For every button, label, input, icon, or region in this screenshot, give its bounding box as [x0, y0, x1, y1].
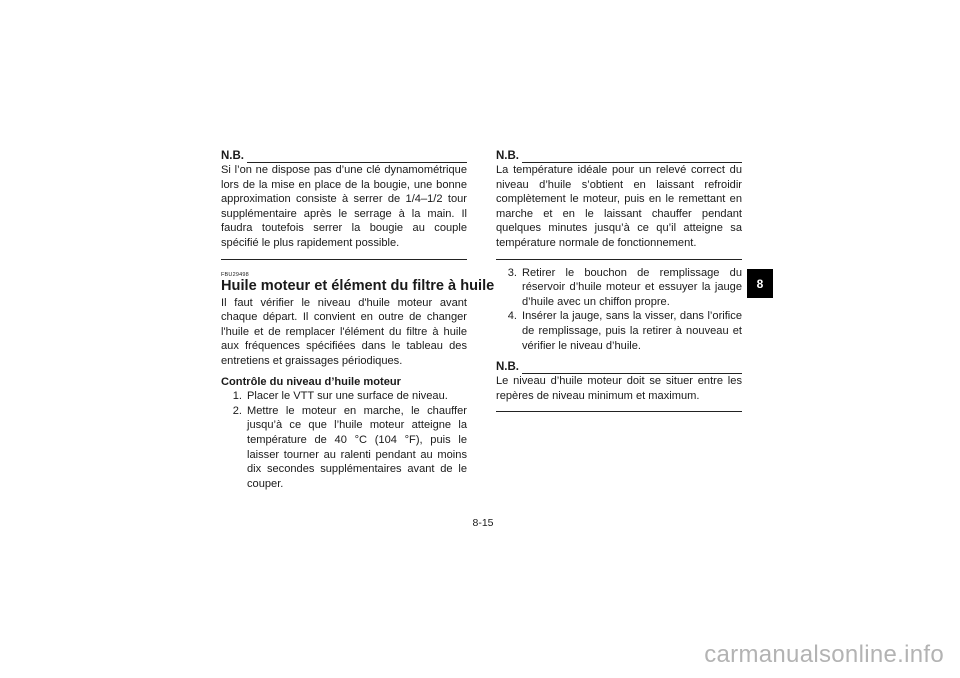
step-number: 3. — [507, 266, 517, 279]
note-temperature — [496, 150, 742, 260]
step-number: 1. — [232, 390, 242, 403]
note-rule — [247, 153, 467, 163]
step-text: Insérer la jauge, sans la visser, dans l’orifice de remplissage, puis la retirer à nouveau et vérifier le niveau d’huile. — [522, 310, 742, 352]
note-spark-plug — [221, 150, 467, 260]
right-column — [496, 150, 742, 412]
chapter-tab: 8 — [747, 269, 773, 298]
note-text: Le niveau d’huile moteur doit se situer entre les repères de niveau minimum et maximum. — [496, 375, 742, 402]
step-text: Placer le VTT sur une surface de niveau. — [247, 390, 448, 403]
step-text: Retirer le bouchon de remplissage du réservoir d’huile moteur et essuyer la jauge d’huile avec un chiffon propre. — [522, 266, 742, 308]
step-number: 2. — [232, 404, 242, 417]
note-header — [496, 361, 742, 374]
watermark: carmanualsonline.info — [704, 641, 944, 668]
step-number: 4. — [507, 310, 517, 323]
note-rule — [522, 153, 742, 163]
note-header — [221, 150, 467, 163]
note-end-rule — [496, 411, 742, 412]
note-text: Si l’on ne dispose pas d’une clé dynamométrique lors de la mise en place de la bougie, une bonne approximation consiste à serrer de 1/4–1/2 tour supplémentaire après le serrage à la main. Il faudra toutefois serrer la bougie au couple spécifié le plus rapidement possible. — [221, 164, 467, 249]
step-text: Mettre le moteur en marche, le chauffer jusqu’à ce que l’huile moteur atteigne la température de 40 °C (104 °F), puis le laisser tourner au ralenti pendant au moins dix secondes supplémentaires avant de le couper. — [247, 404, 467, 490]
list-item — [496, 309, 742, 353]
steps-list-right — [496, 266, 742, 354]
left-column — [221, 150, 495, 491]
note-rule — [522, 364, 742, 374]
note-oil-level — [496, 361, 742, 412]
section-heading: Huile moteur et élément du filtre à huile — [221, 277, 495, 294]
note-label: N.B. — [221, 150, 244, 162]
note-end-rule — [221, 259, 467, 260]
note-label: N.B. — [496, 150, 519, 162]
list-item — [221, 404, 467, 492]
steps-list-left — [221, 389, 467, 491]
list-item — [221, 389, 467, 404]
page-number: 8-15 — [472, 517, 494, 529]
note-end-rule — [496, 259, 742, 260]
note-text: La température idéale pour un relevé correct du niveau d’huile s’obtient en laissant refroidir complètement le moteur, puis en le remettant en marche et en le laissant chauffer pendant quelques minutes jusqu’à ce qu’il atteigne sa température normale de fonctionnement. — [496, 164, 742, 249]
note-label: N.B. — [496, 361, 519, 374]
section-code: FBU29498 — [221, 271, 249, 278]
section-intro: Il faut vérifier le niveau d'huile moteur avant chaque départ. Il convient en outre de changer l'huile et de remplacer l'élément du filtre à huile aux fréquences spécifiées dans le tableau des entretiens et graissages périodiques. — [221, 296, 467, 367]
list-item — [496, 266, 742, 310]
note-header — [496, 150, 742, 163]
subheading: Contrôle du niveau d’huile moteur — [221, 375, 401, 388]
